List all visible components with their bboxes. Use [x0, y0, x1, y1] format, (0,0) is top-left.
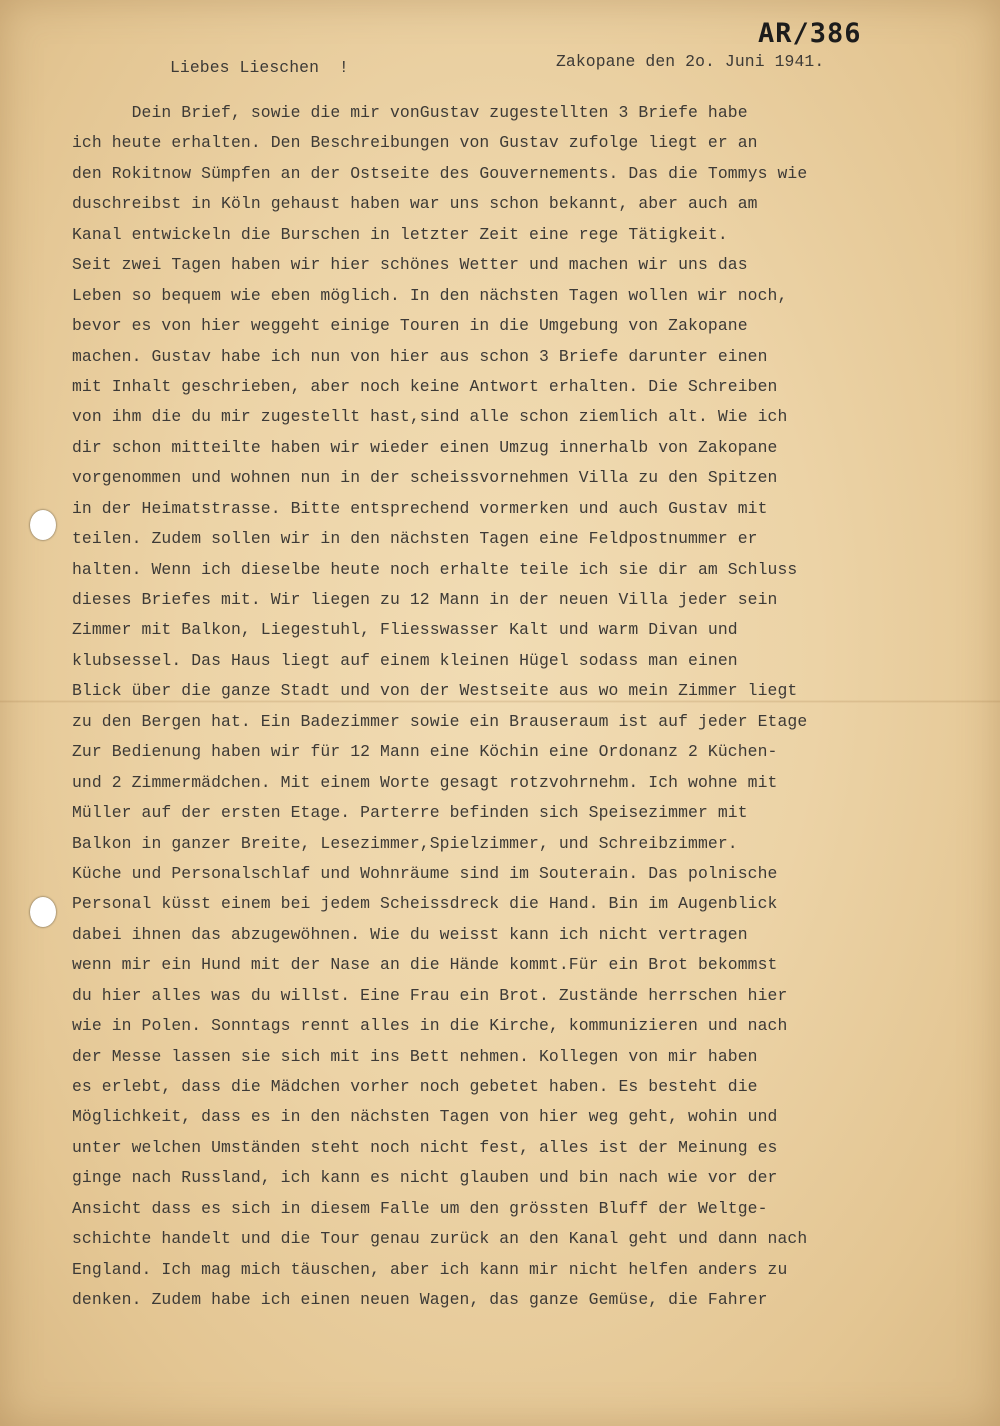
letter-line: und 2 Zimmermädchen. Mit einem Worte gesagt rotzvohrnehm. Ich wohne mit — [72, 772, 778, 792]
letter-line: dieses Briefes mit. Wir liegen zu 12 Mann in der neuen Villa jeder sein — [72, 590, 778, 609]
letter-line: England. Ich mag mich täuschen, aber ich kann mir nicht helfen anders zu — [72, 1259, 788, 1279]
letter-line: Leben so bequem wie eben möglich. In den nächsten Tagen wollen wir noch, — [72, 285, 788, 305]
letter-line: ginge nach Russland, ich kann es nicht glauben und bin nach wie vor der — [72, 1168, 778, 1188]
letter-line: Blick über die ganze Stadt und von der Westseite aus wo mein Zimmer liegt — [72, 681, 798, 701]
letter-line: ich heute erhalten. Den Beschreibungen von Gustav zufolge liegt er an — [72, 133, 758, 153]
letter-line: machen. Gustav habe ich nun von hier aus schon 3 Briefe darunter einen — [72, 346, 768, 366]
letter-line: halten. Wenn ich dieselbe heute noch erhalte teile ich sie dir am Schluss — [72, 559, 798, 579]
letter-line: teilen. Zudem sollen wir in den nächsten Tagen eine Feldpostnummer er — [72, 529, 758, 549]
letter-line: dir schon mitteilte haben wir wieder einen Umzug innerhalb von Zakopane — [72, 437, 778, 457]
letter-line: in der Heimatstrasse. Bitte entsprechend vormerken und auch Gustav mit — [72, 498, 768, 518]
letter-line: dabei ihnen das abzugewöhnen. Wie du weisst kann ich nicht vertragen — [72, 924, 748, 944]
letter-line: Müller auf der ersten Etage. Parterre befinden sich Speisezimmer mit — [72, 803, 748, 823]
letter-line: Zimmer mit Balkon, Liegestuhl, Fliesswasser Kalt und warm Divan und — [72, 620, 738, 640]
letter-line: duschreibst in Köln gehaust haben war uns schon bekannt, aber auch am — [72, 194, 758, 214]
letter-line: Balkon in ganzer Breite, Lesezimmer,Spielzimmer, und Schreibzimmer. — [72, 833, 738, 853]
letter-line: schichte handelt und die Tour genau zurück an den Kanal geht und dann nach — [72, 1229, 808, 1249]
letter-line: der Messe lassen sie sich mit ins Bett nehmen. Kollegen von mir haben — [72, 1046, 758, 1066]
punch-hole-bottom — [30, 897, 56, 927]
letter-line: du hier alles was du willst. Eine Frau ein Brot. Zustände herrschen hier — [72, 985, 788, 1005]
letter-line: Möglichkeit, dass es in den nächsten Tagen von hier weg geht, wohin und — [72, 1107, 778, 1127]
letter-line: Ansicht dass es sich in diesem Falle um den grössten Bluff der Weltge- — [72, 1198, 768, 1218]
archive-reference-stamp: AR/386 — [758, 18, 862, 49]
salutation: Liebes Lieschen ! — [170, 58, 349, 77]
letter-line: bevor es von hier weggeht einige Touren in die Umgebung von Zakopane — [72, 316, 748, 336]
letter-line: denken. Zudem habe ich einen neuen Wagen, das ganze Gemüse, die Fahrer — [72, 1290, 768, 1310]
letter-line: klubsessel. Das Haus liegt auf einem kleinen Hügel sodass man einen — [72, 650, 738, 670]
letter-line: zu den Bergen hat. Ein Badezimmer sowie ein Brauseraum ist auf jeder Etage — [72, 711, 808, 731]
punch-hole-top — [30, 510, 56, 540]
letter-line: den Rokitnow Sümpfen an der Ostseite des Gouvernements. Das die Tommys wie — [72, 163, 808, 183]
letter-line: wie in Polen. Sonntags rennt alles in die Kirche, kommunizieren und nach — [72, 1016, 788, 1036]
letter-line: Küche und Personalschlaf und Wohnräume sind im Souterain. Das polnische — [72, 863, 778, 883]
letter-line: von ihm die du mir zugestellt hast,sind alle schon ziemlich alt. Wie ich — [72, 407, 788, 427]
letter-line: wenn mir ein Hund mit der Nase an die Hände kommt.Für ein Brot bekommst — [72, 955, 778, 975]
letter-line: Seit zwei Tagen haben wir hier schönes Wetter und machen wir uns das — [72, 255, 748, 275]
letter-line: unter welchen Umständen steht noch nicht fest, alles ist der Meinung es — [72, 1137, 778, 1157]
letter-line: Personal küsst einem bei jedem Scheissdreck die Hand. Bin im Augenblick — [72, 894, 778, 914]
letter-line: Dein Brief, sowie die mir vonGustav zugestellten 3 Briefe habe — [72, 103, 748, 122]
letter-line: mit Inhalt geschrieben, aber noch keine Antwort erhalten. Die Schreiben — [72, 376, 778, 396]
letter-line: Kanal entwickeln die Burschen in letzter Zeit eine rege Tätigkeit. — [72, 224, 728, 244]
letter-line: vorgenommen und wohnen nun in der scheissvornehmen Villa zu den Spitzen — [72, 468, 778, 488]
letter-line: es erlebt, dass die Mädchen vorher noch gebetet haben. Es besteht die — [72, 1077, 758, 1096]
letter-body — [72, 98, 997, 1316]
letter-line: Zur Bedienung haben wir für 12 Mann eine Köchin eine Ordonanz 2 Küchen- — [72, 742, 778, 762]
place-and-date: Zakopane den 2o. Juni 1941. — [556, 52, 825, 71]
